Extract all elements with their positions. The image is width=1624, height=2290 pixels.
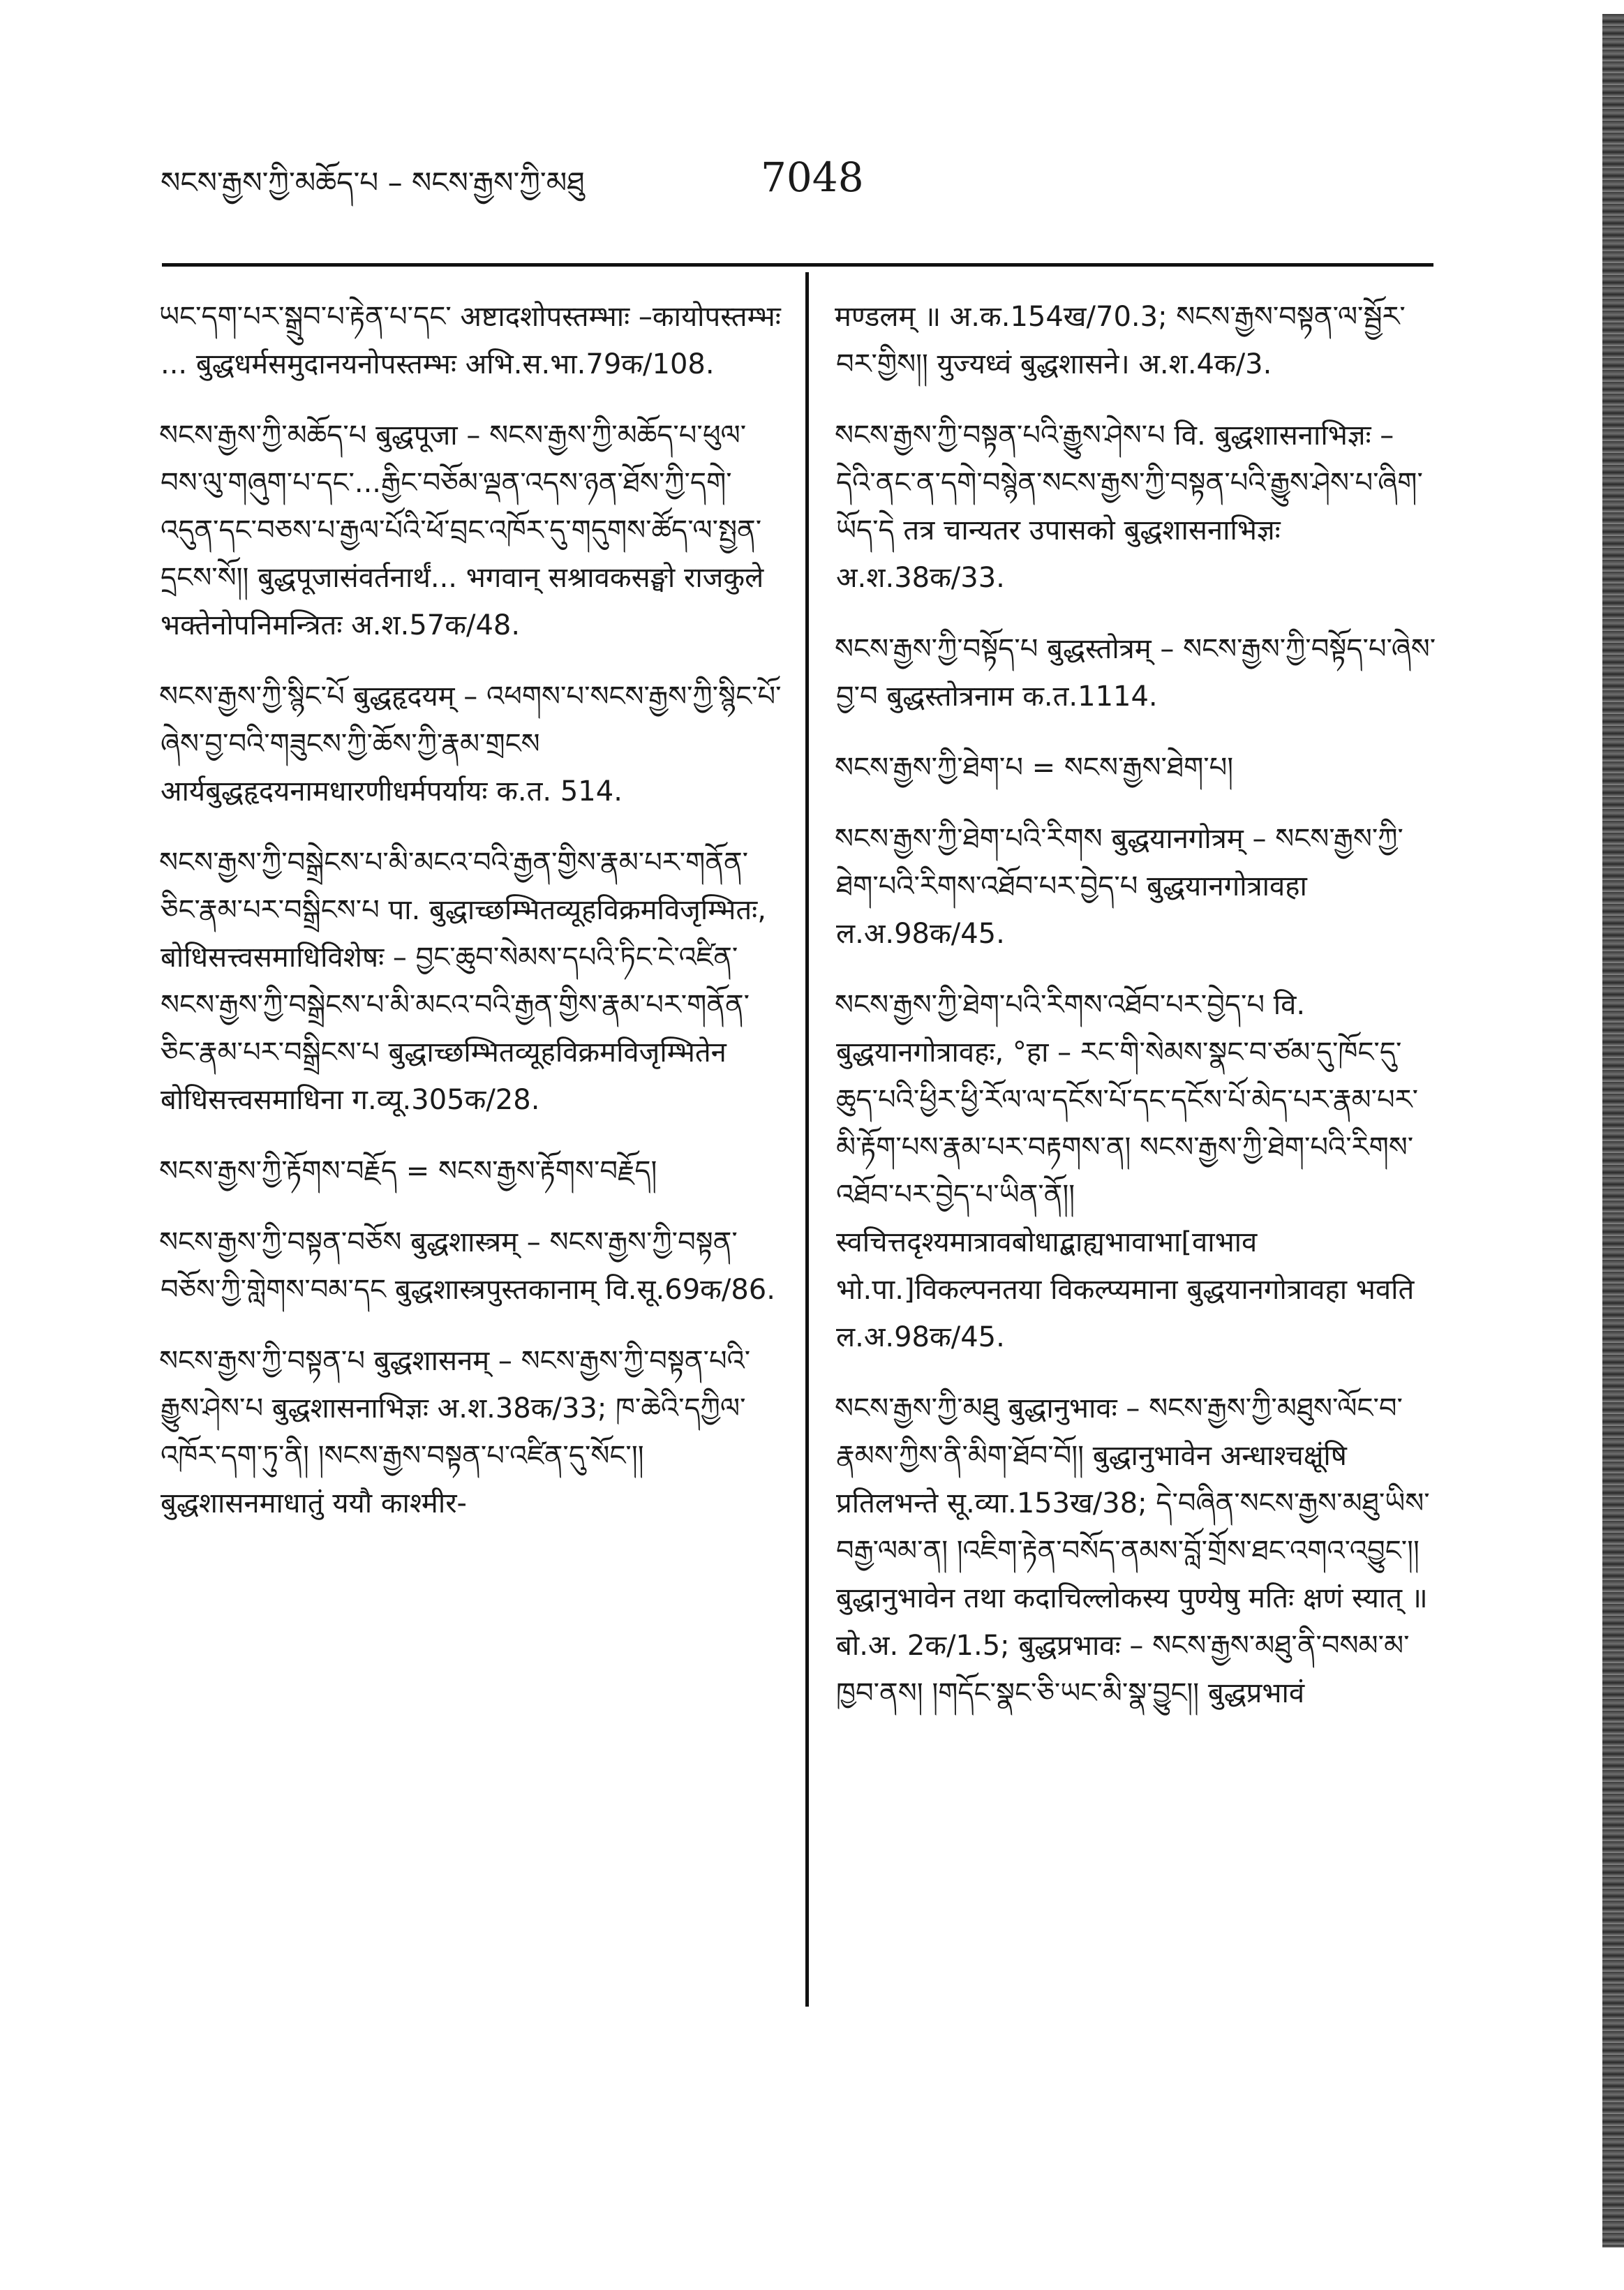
right-column: [836, 293, 1436, 1741]
dictionary-entry: [836, 625, 1436, 720]
dictionary-entry: [161, 673, 782, 815]
dictionary-entry: [836, 815, 1436, 958]
dictionary-entry: [836, 981, 1436, 1361]
dictionary-entry: [836, 744, 1436, 791]
dictionary-entry: [161, 839, 782, 1124]
scanned-page-edge: [1602, 14, 1624, 2247]
dictionary-entry: [161, 412, 782, 649]
entry-text: སངས་རྒྱས་ཀྱི་བསྒྲེངས་པ་མི་མངའ་བའི་རྒྱན་གྱིས་རྣམ་པར་གནོན་ཅིང་རྣམ་པར་བསྒྲིངས་པ पा. बुद्धाच्छम्भितव्यूहविक्रमविजृम्भितः, बोधिसत्त्वसमाधिविशेषः – བྱང་ཆུབ་སེམས་དཔའི་ཏིང་ངེ་འཛིན་སངས་རྒྱས་ཀྱི་བསྒྲེངས་པ་མི་མངའ་བའི་རྒྱན་གྱིས་རྣམ་པར་གནོན་ཅིང་རྣམ་པར་བསྒྲིངས་པ बुद्धाच्छम्भितव्यूहविक्रमविजृम्भितेन बोधिसत्त्वसमाधिना ग.व्यू.305क/28.: [159, 847, 766, 1116]
entry-text: ཡང་དག་པར་སྒྲུབ་པ་རྟེན་པ་དང་ अष्टादशोपस्तम्भाः –कायोपस्तम्भः ... बुद्धधर्मसमुदानयनोपस्तम्भः अभि.स.भा.79क/108.: [159, 301, 781, 380]
entry-text: སངས་རྒྱས་ཀྱི་མཆོད་པ बुद्धपूजा – སངས་རྒྱས་ཀྱི་མཆོད་པ་ཕུལ་བས་ལུ་གཞུག་པ་དང་...རྒྱིང་བཅོམ་ལྡན་འདས་ཉན་ཐོས་ཀྱི་དགེ་འདུན་དང་བཅས་པ་རྒྱལ་པོའི་ཕོ་བྲང་འཁོར་དུ་གདུགས་ཚོད་ལ་སྤྱན་དྲངས་སོ།། बुद्धपूजासंवर्तनार्थं... भगवान् सश्रावकसङ्घो राजकुले भक्तेनोपनिमन्त्रितः अ.श.57क/48.: [159, 419, 764, 641]
column-divider: [805, 272, 809, 2007]
dictionary-entry: [161, 1337, 782, 1527]
entry-text: སངས་རྒྱས་ཀྱི་ཐེག་པའི་རིགས་འཐོབ་པར་བྱེད་པ वि. बुद्धयानगोत्रावहः, °हा – རང་གི་སེམས་སྣང་བ་ཙམ་དུ་ཁོང་དུ་ཆུད་པའི་ཕྱིར་ཕྱི་རོལ་ལ་དངོས་པོ་དང་དངོས་པོ་མེད་པར་རྣམ་པར་མི་རྟོག་པས་རྣམ་པར་བརྟགས་ན། སངས་རྒྱས་ཀྱི་ཐེག་པའི་རིགས་འཐོབ་པར་བྱེད་པ་ཡིན་ནོ།། स्वचित्तदृश्यमात्रावबोधाद्बाह्यभावाभा[वाभाव भो.पा.]विकल्पनतया विकल्प्यमाना बुद्धयानगोत्रावहा भवति ल.अ.98क/45.: [835, 989, 1418, 1353]
entry-text: སངས་རྒྱས་ཀྱི་བསྟན་པ बुद्धशासनम् – སངས་རྒྱས་ཀྱི་བསྟན་པའི་རྒྱུས་ཤེས་པ बुद्धशासनाभिज्ञः अ.श.38क/33; ཁ་ཆེའི་དཀྱིལ་འཁོར་དག་ཏུ་ནི། །སངས་རྒྱས་བསྟན་པ་འཛིན་དུ་སོང་།། बुद्धशासनमाधातुं ययौ काश्मीर-: [159, 1345, 751, 1519]
entry-text: སངས་རྒྱས་ཀྱི་བསྟན་པའི་རྒྱུས་ཤེས་པ वि. बुद्धशासनाभिज्ञः – དེའི་ནང་ན་དགེ་བསྙེན་སངས་རྒྱས་ཀྱི་བསྟན་པའི་རྒྱུས་ཤེས་པ་ཞིག་ཡོད་དེ तत्र चान्यतर उपासको बुद्धशासनाभिज्ञः अ.श.38क/33.: [835, 419, 1423, 594]
running-head: [161, 154, 1431, 204]
header-rule: [162, 263, 1433, 267]
entry-text: སངས་རྒྱས་ཀྱི་ཐེག་པ = སངས་རྒྱས་ཐེག་པ།: [835, 752, 1234, 784]
dictionary-entry: [161, 1147, 782, 1195]
page-number: 7048: [761, 154, 864, 201]
entry-text: སངས་རྒྱས་ཀྱི་རྟོགས་བརྗོད = སངས་རྒྱས་རྟོགས་བརྗོད།: [159, 1155, 657, 1187]
dictionary-entry: [836, 412, 1436, 602]
dictionary-entry: [836, 293, 1436, 388]
entry-text: སངས་རྒྱས་ཀྱི་བསྟོད་པ बुद्धस्तोत्रम् – སངས་རྒྱས་ཀྱི་བསྟོད་པ་ཞེས་བྱ་བ बुद्धस्तोत्रनाम क.त.1114.: [835, 633, 1436, 713]
dictionary-entry: [161, 1219, 782, 1314]
entry-text: སངས་རྒྱས་ཀྱི་མཐུ बुद्धानुभावः – སངས་རྒྱས་ཀྱི་མཐུས་ལོང་བ་རྣམས་ཀྱིས་ནི་མིག་ཐོབ་བོ།། बुद्धानुभावेन अन्धाश्चक्षूंषि प्रतिलभन्ते सू.व्या.153ख/38; དེ་བཞིན་སངས་རྒྱས་མཐུ་ཡིས་བརྒྱ་ལམ་ན། །འཇིག་རྟེན་བསོད་ནམས་བློ་གྲོས་ཐང་འགའ་འབྱུང་།། बुद्धानुभावेन तथा कदाचिल्लोकस्य पुण्येषु मतिः क्षणं स्यात् ॥ बो.अ. 2क/1.5; बुद्धप्रभावः – སངས་རྒྱས་མཐུ་ནི་བསམ་མ་ཁྱབ་ནས། །གདོང་སྣང་ཅི་ཡང་མི་སྣ་བྱུང།། बुद्धप्रभावं: [835, 1392, 1430, 1709]
dictionary-entry: [836, 1385, 1436, 1717]
entry-text: སངས་རྒྱས་ཀྱི་སྙིང་པོ बुद्धहृदयम् – འཕགས་པ་སངས་རྒྱས་ཀྱི་སྙིང་པོ་ཞེས་བྱ་བའི་གཟུངས་ཀྱི་ཆོས་ཀྱི་རྣམ་གྲངས आर्यबुद्धहृदयनामधारणीधर्मपर्यायः क.त. 514.: [159, 681, 782, 808]
entry-text: मण्डलम् ॥ अ.क.154ख/70.3; སངས་རྒྱས་བསྟན་ལ་སྦྱོར་བར་གྱིས།། युज्यध्वं बुद्धशासने। अ.श.4क/3.: [835, 301, 1406, 380]
running-title: སངས་རྒྱས་ཀྱི་མཆོད་པ – སངས་རྒྱས་ཀྱི་མཐུ: [161, 165, 585, 200]
entry-text: སངས་རྒྱས་ཀྱི་བསྟན་བཅོས बुद्धशास्त्रम् – སངས་རྒྱས་ཀྱི་བསྟན་བཅོས་ཀྱི་གླེགས་བམ་དང बुद्धशास्त्रपुस्तकानाम् वि.सू.69क/86.: [159, 1226, 775, 1306]
left-column: [161, 293, 782, 1551]
dictionary-entry: [161, 293, 782, 388]
entry-text: སངས་རྒྱས་ཀྱི་ཐེག་པའི་རིགས बुद्धयानगोत्रम् – སངས་རྒྱས་ཀྱི་ཐེག་པའི་རིགས་འཐོབ་པར་བྱེད་པ बुद्धयानगोत्रावहा ल.अ.98क/45.: [835, 823, 1403, 950]
